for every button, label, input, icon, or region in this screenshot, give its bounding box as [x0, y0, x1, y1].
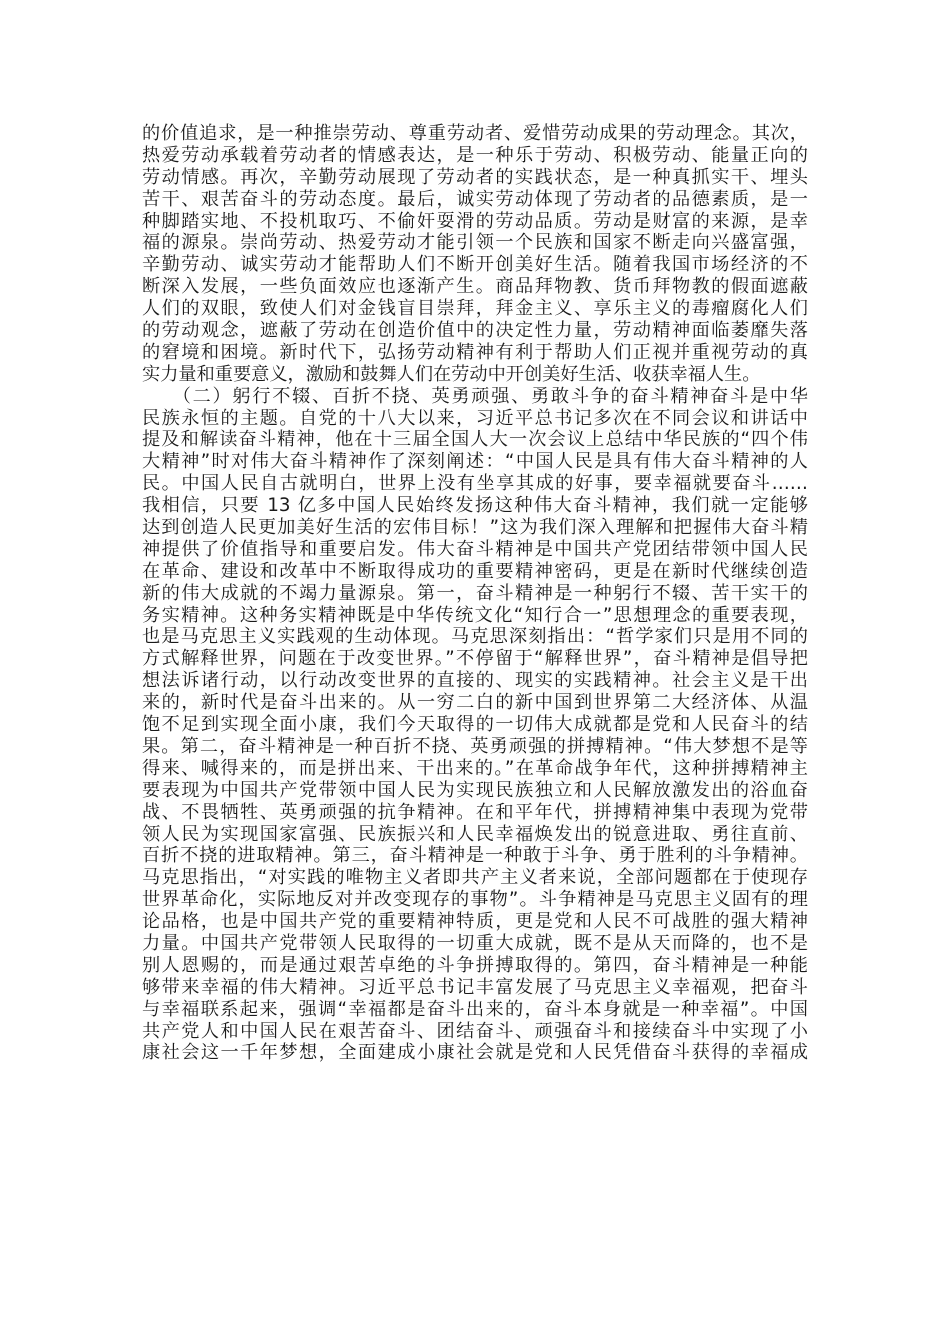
text-line: 新的伟大成就的不竭力量源泉。第一，奋斗精神是一种躬行不辍、苦干实干的 — [142, 582, 808, 604]
text-line: 马克思指出，“对实践的唯物主义者即共产主义者来说，全部问题都在于使现存 — [142, 867, 808, 889]
text-line: 在革命、建设和改革中不断取得成功的重要精神密码，更是在新时代继续创造 — [142, 560, 808, 582]
text-line: 百折不挠的进取精神。第三，奋斗精神是一种敢于斗争、勇于胜利的斗争精神。 — [142, 845, 808, 867]
text-line: 我相信，只要 13 亿多中国人民始终发扬这种伟大奋斗精神，我们就一定能够 — [142, 495, 808, 517]
text-line: 想法诉诸行动，以行动改变世界的直接的、现实的实践精神。社会主义是干出 — [142, 670, 808, 692]
text-line: 苦干、艰苦奋斗的劳动态度。最后，诚实劳动体现了劳动者的品德素质，是一 — [142, 188, 808, 210]
text-line: 的价值追求，是一种推崇劳动、尊重劳动者、爱惜劳动成果的劳动理念。其次， — [142, 123, 808, 144]
text-line: 实力量和重要意义，激励和鼓舞人们在劳动中开创美好生活、收获幸福人生。 — [142, 363, 761, 385]
text-line: 民族永恒的主题。自党的十八大以来，习近平总书记多次在不同会议和讲话中 — [142, 407, 808, 429]
text-line: 要表现为中国共产党带领中国人民为实现民族独立和人民解放激发出的浴血奋 — [142, 779, 808, 801]
text-line: 领人民为实现国家富强、民族振兴和人民幸福焕发出的锐意进取、勇往直前、 — [142, 823, 808, 845]
text-line: 力量。中国共产党带领人民取得的一切重大成就，既不是从天而降的，也不是 — [142, 932, 808, 954]
text-line: 务实精神。这种务实精神既是中华传统文化“知行合一”思想理念的重要表现， — [142, 604, 808, 626]
text-line: 大精神”时对伟大奋斗精神作了深刻阐述：“中国人民是具有伟大奋斗精神的人 — [142, 451, 808, 473]
text-line: 断深入发展，一些负面效应也逐渐产生。商品拜物教、货币拜物教的假面遮蔽 — [142, 276, 808, 298]
text-line: 康社会这一千年梦想，全面建成小康社会就是党和人民凭借奋斗获得的幸福成 — [142, 1042, 808, 1064]
text-line: 达到创造人民更加美好生活的宏伟目标！”这为我们深入理解和把握伟大奋斗精 — [142, 517, 808, 539]
body-text — [142, 123, 808, 1064]
text-line: 够带来幸福的伟大精神。习近平总书记丰富发展了马克思主义幸福观，把奋斗 — [142, 976, 808, 998]
text-line: 神提供了价值指导和重要启发。伟大奋斗精神是中国共产党团结带领中国人民 — [142, 538, 808, 560]
text-line: 热爱劳动承载着劳动者的情感表达，是一种乐于劳动、积极劳动、能量正向的 — [142, 144, 808, 166]
text-line: 的窘境和困境。新时代下，弘扬劳动精神有利于帮助人们正视并重视劳动的真 — [142, 341, 808, 363]
text-line: 饱不足到实现全面小康，我们今天取得的一切伟大成就都是党和人民奋斗的结 — [142, 714, 808, 736]
text-line: 人们的双眼，致使人们对金钱盲目崇拜，拜金主义、享乐主义的毒瘤腐化人们 — [142, 298, 808, 320]
text-line: 来的，新时代是奋斗出来的。从一穷二白的新中国到世界第二大经济体、从温 — [142, 692, 808, 714]
text-line: （二）躬行不辍、百折不挠、英勇顽强、勇敢斗争的奋斗精神奋斗是中华 — [142, 385, 808, 407]
text-line: 与幸福联系起来，强调“幸福都是奋斗出来的，奋斗本身就是一种幸福”。中国 — [142, 998, 808, 1020]
text-line: 论品格，也是中国共产党的重要精神特质，更是党和人民不可战胜的强大精神 — [142, 911, 808, 933]
text-line: 的劳动观念，遮蔽了劳动在创造价值中的决定性力量，劳动精神面临萎靡失落 — [142, 320, 808, 342]
text-line: 福的源泉。崇尚劳动、热爱劳动才能引领一个民族和国家不断走向兴盛富强， — [142, 232, 808, 254]
text-line: 提及和解读奋斗精神，他在十三届全国人大一次会议上总结中华民族的“四个伟 — [142, 429, 808, 451]
text-line: 民。中国人民自古就明白，世界上没有坐享其成的好事，要幸福就要奋斗…… — [142, 473, 808, 495]
text-line: 果。第二，奋斗精神是一种百折不挠、英勇顽强的拼搏精神。“伟大梦想不是等 — [142, 735, 808, 757]
text-line: 别人恩赐的，而是通过艰苦卓绝的斗争拼搏取得的。第四，奋斗精神是一种能 — [142, 954, 808, 976]
text-line: 也是马克思主义实践观的生动体现。马克思深刻指出：“哲学家们只是用不同的 — [142, 626, 808, 648]
text-line: 辛勤劳动、诚实劳动才能帮助人们不断开创美好生活。随着我国市场经济的不 — [142, 254, 808, 276]
text-line: 得来、喊得来的，而是拼出来、干出来的。”在革命战争年代，这种拼搏精神主 — [142, 757, 808, 779]
text-line: 种脚踏实地、不投机取巧、不偷奸耍滑的劳动品质。劳动是财富的来源，是幸 — [142, 210, 808, 232]
text-line: 共产党人和中国人民在艰苦奋斗、团结奋斗、顽强奋斗和接续奋斗中实现了小 — [142, 1020, 808, 1042]
text-line: 战、不畏牺牲、英勇顽强的抗争精神。在和平年代，拼搏精神集中表现为党带 — [142, 801, 808, 823]
text-line: 世界革命化，实际地反对并改变现存的事物”。斗争精神是马克思主义固有的理 — [142, 889, 808, 911]
text-line: 劳动情感。再次，辛勤劳动展现了劳动者的实践状态，是一种真抓实干、埋头 — [142, 166, 808, 188]
text-line: 方式解释世界，问题在于改变世界。”不停留于“解释世界”，奋斗精神是倡导把 — [142, 648, 808, 670]
